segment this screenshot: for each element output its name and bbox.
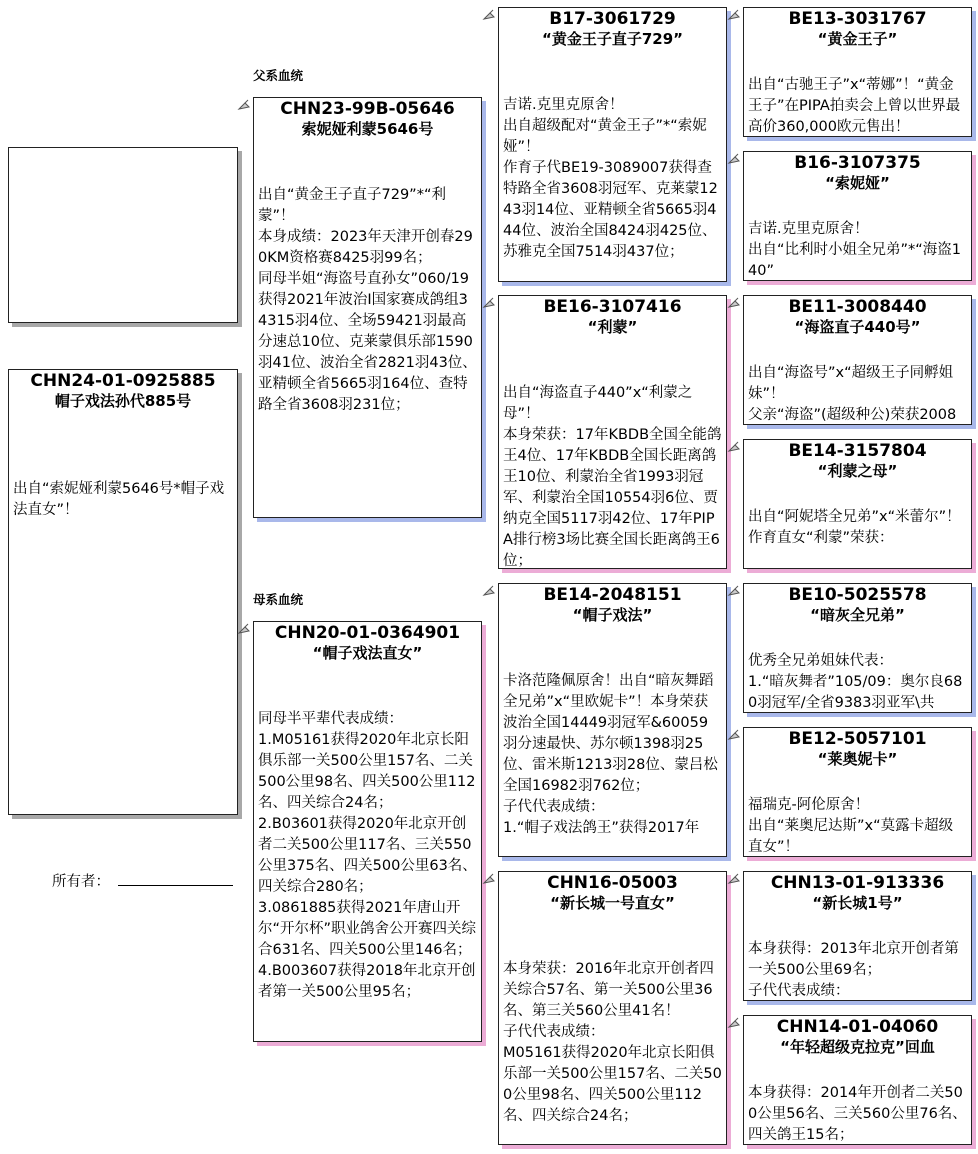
ddd-card[interactable] [743,1015,972,1145]
dds-name: “新长城1号” [812,894,903,912]
sdd-ring: BE14-3157804 [788,441,927,461]
pin-icon [727,440,743,454]
ssd-name: “索妮娅” [825,174,890,192]
sds-ring: BE11-3008440 [788,297,927,317]
sire-sire-desc: 吉诺.克里克原舍！ 出自超级配对“黄金王子”*“索妮娅”！ 作育子代BE19-3089007获得查特路全省3608羽冠军、克莱蒙1243羽14位、亚精顿全省5665羽444位、波治全国8424羽425位、苏雅克全国7514羽437位； [503,97,718,260]
sdd-desc: 出自“阿妮塔全兄弟”x“米蕾尔”！ 作育直女“利蒙”荣获： [748,509,961,546]
dss-desc: 优秀全兄弟姐妹代表： 1.“暗灰舞者”105/09：奥尔良680羽冠军/全省9383羽亚军\共 [748,653,963,711]
sire-ring: CHN23-99B-05646 [280,99,455,119]
sire-desc: 出自“黄金王子直子729”*“利蒙”！ 本身成绩：2023年天津开创春290KM资格赛8425羽99名； 同母半姐“海盗号直孙女”060/19获得2021年波治I国家赛成鸽组34315羽4位、全场59421羽最高分速总10位、克莱蒙俱乐部1590羽41位、波治全省2821羽43位、亚精顿全省5665羽164位、查特路全省3608羽231位； [258,187,477,413]
pin-icon [727,152,743,166]
sss-name: “黄金王子” [817,30,898,48]
sire-dam-ring: BE16-3107416 [543,297,682,317]
pin-icon [727,728,743,742]
sdd-card[interactable] [743,439,972,569]
dss-card[interactable] [743,583,972,713]
dds-card[interactable] [743,871,972,1001]
pin-icon [482,872,498,886]
ssd-ring: B16-3107375 [794,153,921,173]
ssd-desc: 吉诺.克里克原舍！ 出自“比利时小姐全兄弟”*“海盗140” [748,221,962,279]
ddd-desc: 本身获得：2014年开创者二关500公里56名、三关560公里76名、四关鸽王15名； [748,1085,967,1143]
pin-icon [727,1016,743,1030]
sss-ring: BE13-3031767 [788,9,927,29]
sds-card[interactable] [743,295,972,425]
ddd-ring: CHN14-01-04060 [776,1017,939,1037]
owner-label: 所有者： [52,874,110,890]
ddd-name: “年轻超级克拉克”回血 [780,1038,935,1056]
sds-name: “海盗直子440号” [794,318,921,336]
sss-card[interactable] [743,7,972,137]
dam-dam-desc: 本身荣获：2016年北京开创者四关综合57名、第一关500公里36名、第三关560公里41名！ 子代代表成绩： M05161获得2020年北京长阳俱乐部一关500公里157名、二关500公里98名、四关500公里112名、四关综合24名； [503,961,722,1124]
pin-icon [237,98,253,112]
dam-sire-desc: 卡洛范隆佩原舍！出自“暗灰舞蹈全兄弟”x“里欧妮卡”！本身荣获波治全国14449羽冠军&60059羽分速最快、苏尔顿1398羽25位、雷米斯1213羽28位、蒙吕松全国16982羽762位； 子代代表成绩： 1.“帽子戏法鸽王”获得2017年 [503,673,718,836]
sire-sire-card[interactable] [498,7,727,282]
sds-desc: 出自“海盗号”x“超级王子同孵姐妹”！ 父亲“海盗”(超级种公)荣获2008 [748,365,957,423]
pin-icon [482,8,498,22]
owner-blank-line [118,885,233,886]
dam-desc: 同母半平辈代表成绩： 1.M05161获得2020年北京长阳俱乐部一关500公里157名、二关500公里98名、四关500公里112名、四关综合24名； 2.B03601获得2020年北京开创者二关500公里117名、三关550公里375名、四关500公里63名、四关综合280名； 3.0861885获得2021年唐山开尔“开尔杯”职业鸽舍公开赛四关综合631名、四关500公里146名； 4.B003607获得2018年北京开创者第一关500公里95名； [258,711,477,1000]
pin-icon [727,296,743,310]
pin-icon [237,622,253,636]
pin-icon [727,8,743,22]
dam-dam-name: “新长城一号直女” [550,894,675,912]
maternal-label: 母系血统 [253,592,304,607]
dam-sire-name: “帽子戏法” [572,606,653,624]
sdd-name: “利蒙之母” [817,462,898,480]
pin-icon [482,584,498,598]
dam-dam-card[interactable] [498,871,727,1145]
dam-ring: CHN20-01-0364901 [274,623,461,643]
sire-dam-card[interactable] [498,295,727,569]
dam-name: “帽子戏法直女” [312,644,423,662]
dsd-ring: BE12-5057101 [788,729,927,749]
dss-name: “暗灰全兄弟” [810,606,905,624]
dds-ring: CHN13-01-913336 [770,873,945,893]
pin-icon [482,296,498,310]
dsd-desc: 福瑞克-阿伦原舍！ 出自“莱奥尼达斯”x“莫露卡超级直女”！ [748,797,954,855]
sire-dam-name: “利蒙” [587,318,638,336]
sire-sire-name: “黄金王子直子729” [541,30,684,48]
sire-card[interactable] [253,97,482,518]
photo-placeholder [8,147,238,323]
subject-name: 帽子戏法孙代885号 [54,392,192,410]
dam-sire-card[interactable] [498,583,727,857]
paternal-label: 父系血统 [253,68,304,83]
sire-name: 索妮娅利蒙5646号 [301,120,434,138]
dam-sire-ring: BE14-2048151 [543,585,682,605]
dds-desc: 本身获得：2013年北京开创者第一关500公里69名； 子代代表成绩： [748,941,959,999]
dam-card[interactable] [253,621,482,1042]
dsd-name: “莱奥妮卡” [817,750,898,768]
pin-icon [727,872,743,886]
sss-desc: 出自“古驰王子”x“蒂娜”！“黄金王子”在PIPA拍卖会上曾以世界最高价360,000欧元售出！ [748,77,961,135]
sire-dam-desc: 出自“海盗直子440”x“利蒙之母”！ 本身荣获：17年KBDB全国全能鸽王4位、17年KBDB全国长距离鸽王10位、利蒙治全省1993羽冠军、利蒙治全国10554羽6位、贾纳克全国5117羽42位、17年PIPA排行榜3场比赛全国长距离鸽王6位； [503,385,722,569]
dsd-card[interactable] [743,727,972,857]
subject-ring: CHN24-01-0925885 [30,371,216,391]
dss-ring: BE10-5025578 [788,585,927,605]
subject-desc: 出自“索妮娅利蒙5646号*帽子戏法直女”！ [13,481,225,518]
ssd-card[interactable] [743,151,972,281]
sire-sire-ring: B17-3061729 [549,9,676,29]
subject-card[interactable] [8,369,238,815]
dam-dam-ring: CHN16-05003 [547,873,678,893]
pin-icon [727,584,743,598]
